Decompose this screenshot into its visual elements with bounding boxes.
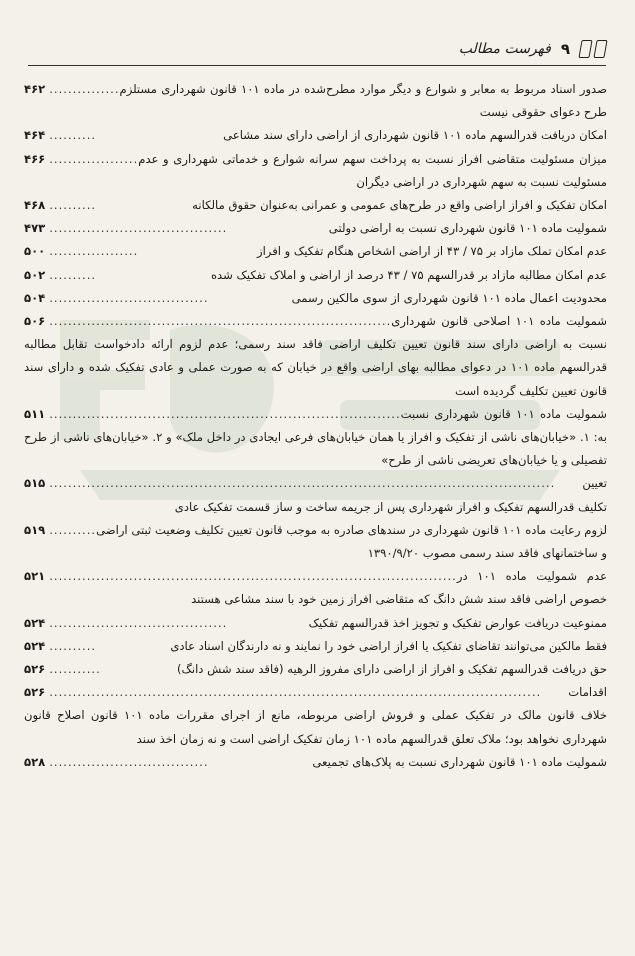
toc-page-number: ۴۶۲ — [24, 82, 46, 96]
toc-page-number: ۵۰۶ — [24, 314, 46, 329]
toc-leader-dots: .......... — [49, 267, 97, 282]
toc-entry-title: شمولیت ماده ۱۰۱ قانون شهرداری نسبت به پلاک‌های تجمیعی — [312, 754, 607, 769]
toc-page-number: ۴۷۳ — [24, 221, 46, 236]
toc-entry-title: میزان مسئولیت متقاضی افراز نسبت به پرداخت سهم سرانه شوارع و خدماتی شهرداری و عدم مسئولیت نسبت به سهم شهرداری در اراضی دیگران — [138, 151, 607, 189]
toc-entry-title: عدم امکان تملک مازاد بر ۷۵ / ۴۳ از اراضی اشخاص هنگام تفکیک و افراز — [256, 244, 607, 259]
toc-entry[interactable] — [24, 310, 607, 403]
toc-leader-dots: ....................................................................................... — [49, 569, 457, 584]
toc-entry[interactable] — [24, 751, 607, 774]
toc-page-number: ۵۱۵ — [24, 476, 46, 491]
toc-leader-dots: ........... — [49, 662, 101, 677]
header-ornament-icon — [580, 40, 606, 58]
toc-entry-title: ممنوعیت دریافت عوارض تفکیک و تجویز اخذ قدرالسهم تفکیک — [308, 615, 607, 630]
toc-page-number: ۵۲۶ — [24, 662, 46, 677]
toc-entry-title: عدم شمولیت ماده ۱۰۱ در خصوص اراضی فاقد سند شش دانگ که متقاضی افراز زمین خود با سند مشاعی هستند — [191, 569, 607, 607]
page-number: ۹ — [560, 40, 570, 58]
toc-entry[interactable] — [24, 681, 607, 751]
toc-entry-title: فقط مالکین می‌توانند تقاضای تفکیک یا افراز اراضی خود را نمایند و نه دارندگان اسناد عادی — [170, 638, 607, 653]
toc-page-number: ۴۶۶ — [24, 151, 46, 166]
toc-entry[interactable] — [24, 635, 607, 658]
toc-entry-title: محدودیت اعمال ماده ۱۰۱ قانون شهرداری از سوی مالکین رسمی — [291, 290, 607, 305]
header-divider — [28, 65, 606, 66]
toc-leader-dots: ................... — [49, 244, 139, 259]
toc-entry[interactable] — [24, 240, 607, 263]
toc-leader-dots: .................................. — [49, 754, 209, 769]
toc-leader-dots: .......... — [49, 522, 97, 537]
toc-leader-dots: ...................................... — [49, 615, 228, 630]
toc-leader-dots: ........................................................................... — [49, 406, 401, 421]
toc-leader-dots: .................................. — [49, 290, 209, 305]
toc-entry-title: تعیین تکلیف قدرالسهم تفکیک و افراز شهرداری پس از جریمه ساخت و ساز قسمت تفکیک عادی — [174, 476, 607, 514]
toc-page-number: ۴۶۸ — [24, 198, 46, 213]
toc-leader-dots: ............... — [49, 82, 120, 96]
toc-entry-title: لزوم رعایت ماده ۱۰۱ قانون شهرداری در سندهای صادره به موجب قانون تعیین تکلیف وضعیت ثبتی اراضی و ساختمانهای فاقد سند رسمی مصوب ۱۳۹۰/۹/۲۰ — [96, 522, 608, 561]
toc-entry[interactable] — [24, 124, 607, 147]
toc-entry-title: شمولیت ماده ۱۰۱ قانون شهرداری نسبت به: ۱. «خیابان‌های ناشی از تفکیک و افراز یا همان خیابان‌های فرعی ایجادی در داخل ملک» و ۲. «خیابان‌های ناشی از طرح تفصیلی و یا خیابان‌های تعریضی ناشی از طرح» — [24, 406, 608, 468]
toc-leader-dots: ................... — [49, 151, 139, 166]
toc-entry[interactable] — [24, 612, 607, 635]
toc-leader-dots: ............................................................................................................ — [49, 476, 556, 491]
toc-page-number: ۵۲۴ — [24, 638, 46, 653]
toc-entry-title: حق دریافت قدرالسهم تفکیک و افراز از اراضی دارای مفروز الرهیه (فاقد سند شش دانگ) — [176, 662, 607, 677]
toc-leader-dots: ...................................... — [49, 221, 228, 236]
toc-entry[interactable] — [24, 403, 607, 473]
table-of-contents — [24, 78, 607, 774]
toc-page-number: ۵۱۱ — [24, 406, 46, 421]
toc-entry-title: عدم امکان مطالبه مازاد بر قدرالسهم ۷۵ / ۴۳ درصد از اراضی و املاک تفکیک شده — [210, 267, 607, 282]
toc-page-number: ۵۲۱ — [24, 569, 46, 584]
toc-entry[interactable] — [24, 519, 607, 565]
toc-leader-dots: ......................................................................................................... — [49, 685, 542, 700]
toc-page-number: ۵۲۴ — [24, 615, 46, 630]
toc-page-number: ۴۶۴ — [24, 128, 46, 143]
toc-page-number: ۵۰۴ — [24, 290, 46, 305]
toc-page-number: ۵۲۶ — [24, 685, 46, 700]
toc-page-number: ۵۰۰ — [24, 244, 46, 259]
toc-leader-dots: .......... — [49, 128, 97, 143]
toc-leader-dots: .......... — [49, 638, 97, 653]
toc-leader-dots: .......... — [49, 198, 97, 213]
page-header — [26, 34, 606, 64]
toc-entry[interactable] — [24, 264, 607, 287]
toc-entry[interactable] — [24, 217, 607, 240]
toc-entry-title: اقدامات خلاف قانون مالک در تفکیک عملی و فروش اراضی مربوطه، مانع از اجرای مقررات ماده ۱۰۱ قانون اصلاح قانون شهرداری نخواهد بود؛ ملاک تعلق قدرالسهم ماده ۱۰۱ زمان تفکیک اراضی است و نه زمان اخذ سند — [24, 685, 607, 746]
toc-entry[interactable] — [24, 565, 607, 611]
page-title: فهرست مطالب — [458, 41, 551, 57]
toc-entry-title: صدور اسناد مربوط به معابر و شوارع و دیگر موارد مطرح‌شده در ماده ۱۰۱ قانون شهرداری مستلزم طرح دعوای حقوقی نیست — [119, 82, 607, 120]
toc-entry[interactable] — [24, 287, 607, 310]
toc-page-number: ۵۱۹ — [24, 522, 46, 537]
toc-page-number: ۵۰۲ — [24, 267, 46, 282]
toc-entry-title: شمولیت ماده ۱۰۱ قانون شهرداری نسبت به اراضی دولتی — [328, 221, 607, 236]
toc-entry[interactable] — [24, 148, 607, 194]
toc-entry-title: امکان دریافت قدرالسهم ماده ۱۰۱ قانون شهرداری از اراضی دارای سند مشاعی — [223, 128, 607, 143]
toc-entry[interactable] — [24, 194, 607, 217]
toc-entry[interactable] — [24, 78, 607, 124]
toc-entry[interactable] — [24, 472, 607, 518]
toc-entry-title: شمولیت ماده ۱۰۱ اصلاحی قانون شهرداری نسبت به اراضی دارای سند قانون تعیین تکلیف اراضی فاقد سند رسمی؛ عدم لزوم ارائه دادخواست تقابل مطالبه قدرالسهم ماده ۱۰۱ در دعوای مطالبه بهای اراضی واقع در خیابان که به صورت عملی و عادی تفکیک شده و دارای سند قانون تعیین تکلیف گردیده است — [24, 314, 608, 398]
toc-entry-title: امکان تفکیک و افراز اراضی واقع در طرح‌های عمومی و عمرانی به‌عنوان حقوق مالکانه — [192, 198, 607, 213]
toc-leader-dots: ......................................................................... — [49, 314, 392, 329]
toc-page-number: ۵۲۸ — [24, 754, 46, 769]
toc-entry[interactable] — [24, 658, 607, 681]
